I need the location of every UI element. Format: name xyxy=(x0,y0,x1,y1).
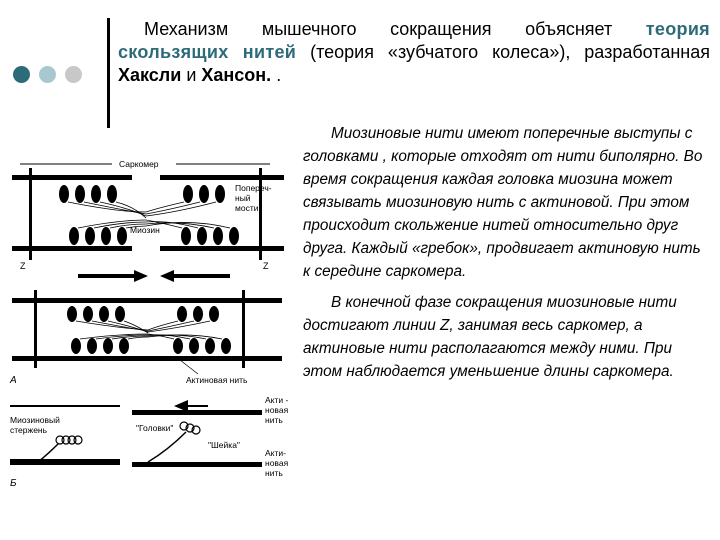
label-panel-b: Б xyxy=(10,478,17,489)
title-text: (теория «зубчатого колеса»), разработанная xyxy=(310,42,710,62)
label-actin: Акти- xyxy=(265,448,286,458)
label-actin-filament: Актиновая нить xyxy=(186,375,248,385)
myosin-head xyxy=(87,338,97,354)
label-heads: "Головки" xyxy=(136,423,174,433)
divider xyxy=(10,405,120,407)
myosin-head xyxy=(115,306,125,322)
myosin-molecule-panel xyxy=(10,395,289,489)
actin-filament xyxy=(12,246,132,251)
figure-svg xyxy=(8,150,298,495)
label-cross-bridge: Попереч- xyxy=(235,183,272,193)
label-sarcomere: Саркомер xyxy=(119,159,159,169)
actin-filament xyxy=(12,298,154,303)
slide-title xyxy=(118,18,710,87)
label-cross-bridge: мостик xyxy=(235,203,263,213)
myosin-head xyxy=(117,227,127,245)
myosin-head xyxy=(215,185,225,203)
myosin-head xyxy=(83,306,93,322)
label-actin: Акти - xyxy=(265,395,289,405)
myosin-tails xyxy=(76,321,222,339)
decoration-dot xyxy=(65,66,82,83)
myosin-head xyxy=(209,306,219,322)
author-name: Хаксли xyxy=(118,65,182,85)
myosin-head xyxy=(59,185,69,203)
myosin-rod xyxy=(10,459,120,465)
myosin-head xyxy=(107,185,117,203)
myosin-neck xyxy=(148,432,186,462)
myosin-head xyxy=(213,227,223,245)
label-actin: новая xyxy=(265,458,289,468)
myosin-head xyxy=(99,306,109,322)
title-text: и xyxy=(186,65,197,85)
myosin-head xyxy=(183,185,193,203)
actin-filament xyxy=(146,298,282,303)
myosin-head xyxy=(221,338,231,354)
myosin-head xyxy=(229,227,239,245)
sarcomere-contracted xyxy=(9,290,282,386)
myosin-head xyxy=(91,185,101,203)
myosin-head xyxy=(103,338,113,354)
myosin-head xyxy=(71,338,81,354)
label-z-line: Z xyxy=(263,261,269,271)
arrow-right-icon xyxy=(78,270,148,282)
myosin-head xyxy=(197,227,207,245)
label-actin: нить xyxy=(265,415,283,425)
myosin-rod xyxy=(132,462,262,467)
myosin-head xyxy=(85,227,95,245)
actin-filament xyxy=(146,356,282,361)
label-actin: новая xyxy=(265,405,289,415)
pointer-line xyxy=(180,360,198,374)
myosin-head xyxy=(119,338,129,354)
myosin-head xyxy=(173,338,183,354)
myosin-head xyxy=(67,306,77,322)
title-text: Механизм мышечного сокращения объясняет xyxy=(144,19,613,39)
decoration-dot xyxy=(13,66,30,83)
actin-filament xyxy=(12,356,154,361)
sarcomere-relaxed xyxy=(12,159,284,271)
title-term: теория скользящих нитей xyxy=(118,19,710,62)
label-cross-bridge: ный xyxy=(235,193,251,203)
myosin-head xyxy=(75,185,85,203)
myosin-head xyxy=(101,227,111,245)
paragraph: Миозиновые нити имеют поперечные выступы с головками , которые отходят от нити биполярно. Во время сокращения каждая головка миозина может связывать миозиновую нить с актиновой. При этом происходит скольжение нитей относительно друг друга. Каждый «гребок», продвигает актиновую нить к середине саркомера. xyxy=(303,125,703,280)
myosin-heads xyxy=(59,185,239,245)
myosin-head xyxy=(199,185,209,203)
actin-filament xyxy=(160,175,284,180)
label-actin: нить xyxy=(265,468,283,478)
contraction-arrows xyxy=(78,270,230,282)
decoration-dot xyxy=(39,66,56,83)
actin-filament xyxy=(132,410,262,415)
myosin-heads-coil xyxy=(56,436,82,444)
slide-decoration-dots xyxy=(13,66,93,84)
author-name: Хансон. xyxy=(201,65,272,85)
actin-filament xyxy=(160,246,284,251)
label-myosin-rod: стержень xyxy=(10,425,48,435)
label-myosin: Миозин xyxy=(130,225,160,235)
myosin-head xyxy=(177,306,187,322)
myosin-head xyxy=(189,338,199,354)
myosin-heads-coil xyxy=(180,422,200,434)
label-myosin-rod: Миозиновый xyxy=(10,415,60,425)
label-z-line: Z xyxy=(20,261,26,271)
paragraph: В конечной фазе сокращения миозиновые нити достигают линии Z, занимая весь саркомер, а актиновые нити располагаются между ними. При этом наблюдается уменьшение длины саркомера. xyxy=(303,294,677,380)
arrow-left-icon xyxy=(160,270,230,282)
body-text xyxy=(303,122,703,383)
myosin-head xyxy=(181,227,191,245)
label-neck: "Шейка" xyxy=(208,440,240,450)
myosin-head xyxy=(205,338,215,354)
title-divider xyxy=(107,18,110,128)
actin-filament xyxy=(12,175,132,180)
title-text: . xyxy=(276,65,282,85)
myosin-head xyxy=(193,306,203,322)
label-panel-a: А xyxy=(10,375,17,386)
sliding-filament-figure xyxy=(8,150,298,495)
myosin-head xyxy=(69,227,79,245)
